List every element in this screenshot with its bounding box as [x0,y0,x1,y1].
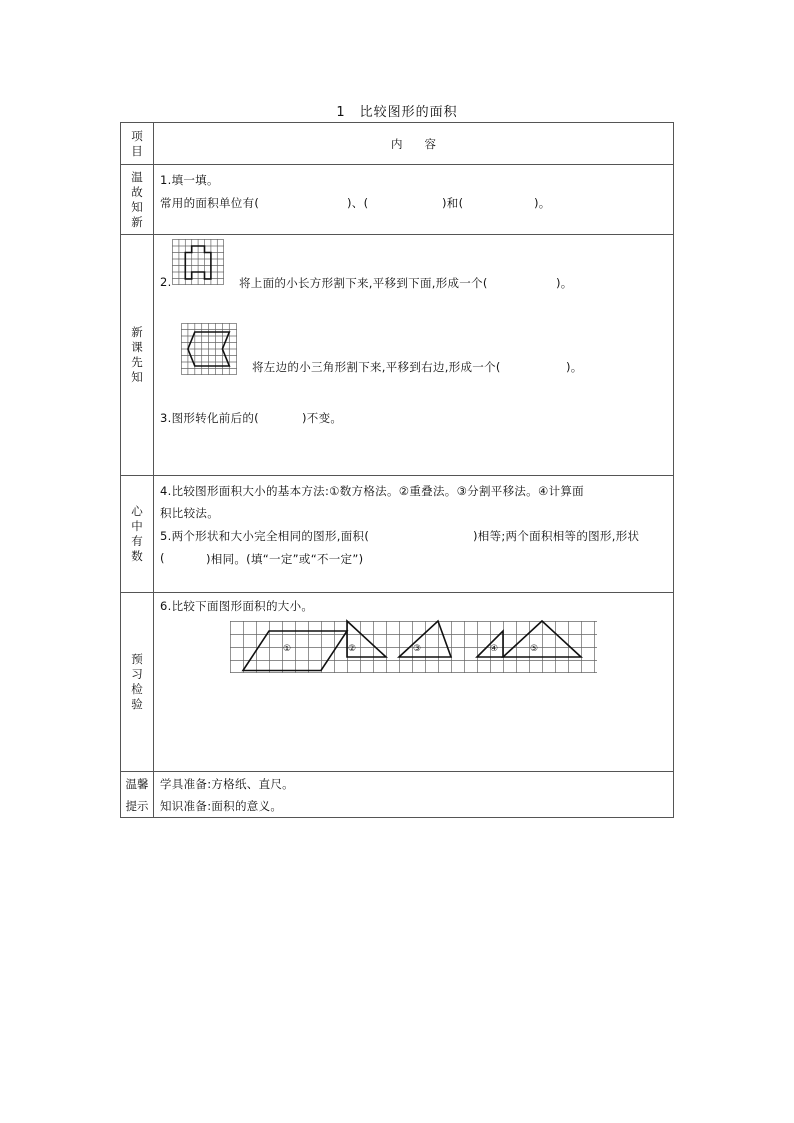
question-5-text: 5.两个形状和大小完全相同的图形,面积( [160,529,370,543]
shape-3-triangle [399,621,451,657]
row-label-cell [121,235,154,475]
header-label-cell [121,123,154,164]
question-2-number: 2. [160,275,172,289]
question-2-text: )。 [556,276,573,290]
question-1-text: )、( [347,196,369,210]
question-2-text: 将上面的小长方形割下来,平移到下面,形成一个( [239,276,488,290]
shape-1-parallelogram [243,631,347,671]
grid-figure-1 [172,239,224,285]
question-5-text: ( [160,551,165,565]
row-review [121,165,673,235]
tips-line: 知识准备:面积的意义。 [160,799,283,813]
header-content: 内容 [391,137,458,151]
question-5-text: )相同。(填“一定”或“不一定”) [206,552,364,566]
grid-figure-2 [181,323,237,375]
shape-5-triangle [503,621,581,657]
question-1-text: )。 [534,196,551,210]
question-5-text: )相等;两个面积相等的图形,形状 [473,529,640,543]
shape-label: ① [283,644,292,654]
row-content [154,165,673,234]
row-check [121,593,673,772]
row-label-cell [121,593,154,771]
row-label-cell [121,476,154,592]
row-label: 心中有数 [131,504,143,563]
row-summary [121,476,673,593]
page-title: 1 比较图形的面积 [336,105,458,120]
question-4-text: 积比较法。 [160,506,219,520]
question-3-text: )不变。 [302,411,343,425]
row-label-cell [121,772,154,817]
question-3-text: 3.图形转化前后的( [160,411,259,425]
row-label-cell [121,165,154,234]
row-label: 新课先知 [131,325,143,384]
row-content [154,235,673,475]
row-content [154,476,673,592]
row-preview [121,235,673,476]
worksheet-table [120,122,674,818]
header-label: 项目 [131,128,143,158]
row-tips [121,772,673,817]
question-2-text: 将左边的小三角形割下来,平移到右边,形成一个( [252,360,501,374]
row-content [154,593,673,771]
header-content-cell [154,123,673,164]
table-header-row [121,123,673,165]
question-1-title: 1.填一填。 [160,173,219,187]
question-1-text: 常用的面积单位有( [160,196,260,210]
shape-label: ③ [413,644,422,654]
question-6-text: 6.比较下面图形面积的大小。 [160,599,314,613]
shape-label: ④ [490,644,499,654]
row-label: 预习检验 [131,652,143,711]
tips-line: 学具准备:方格纸、直尺。 [160,777,294,791]
row-label: 温故知新 [131,169,143,229]
shape-label: ② [348,644,357,654]
row-label: 温馨提示 [125,776,149,813]
row-content [154,772,673,817]
shape-label: ⑤ [530,644,539,654]
question-4-text: 4.比较图形面积大小的基本方法:①数方格法。②重叠法。③分割平移法。④计算面 [160,484,584,498]
question-2-text: )。 [566,360,583,374]
question-1-text: )和( [442,196,464,210]
